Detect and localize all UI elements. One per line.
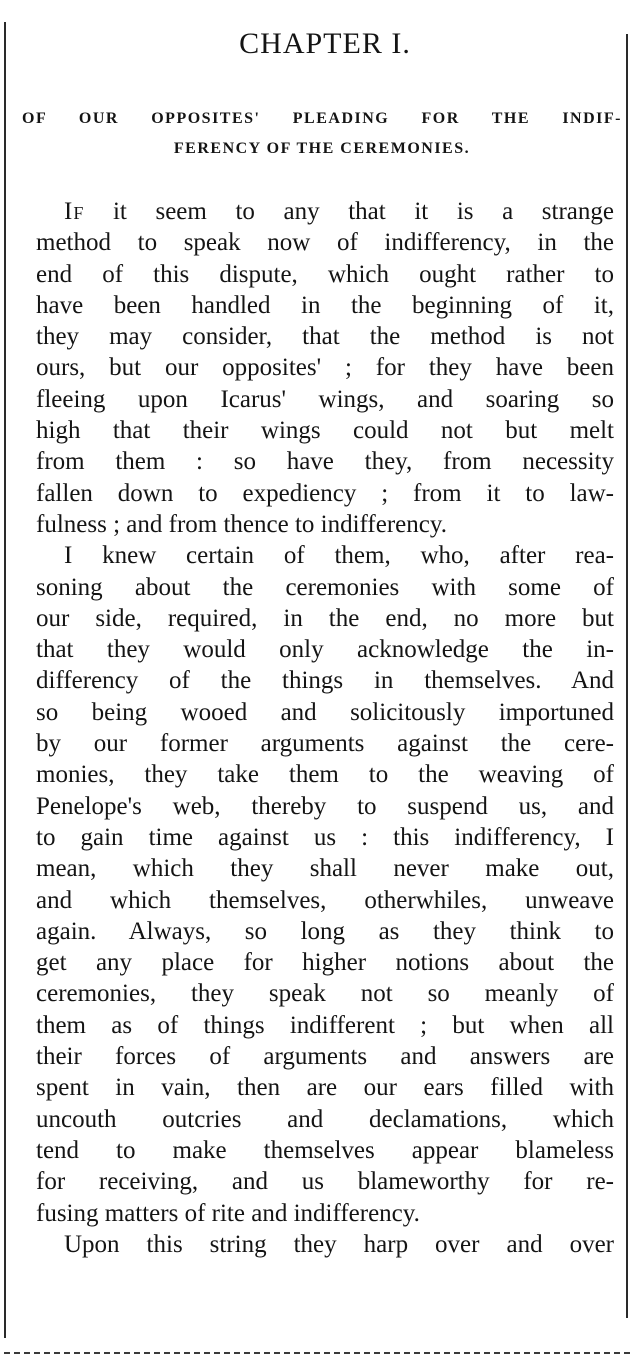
text-line: differency of the things in themselves. And <box>36 667 614 695</box>
text-line: fusing matters of rite and indifferency. <box>36 1199 420 1227</box>
paragraph-3 <box>36 1229 614 1260</box>
text-line: high that their wings could not but melt <box>36 417 614 445</box>
text-line: from them : so have they, from necessity <box>36 448 614 476</box>
text-line: uncouth outcries and declamations, which <box>36 1105 614 1133</box>
text-line: fallen down to expediency ; from it to law- <box>36 479 614 507</box>
bottom-border-rule <box>4 1352 630 1354</box>
text-line: mean, which they shall never make out, <box>36 855 614 883</box>
text-line: tend to make themselves appear blameless <box>36 1136 614 1164</box>
text-line: ceremonies, they speak not so meanly of <box>36 980 614 1008</box>
left-border-rule <box>4 22 6 1338</box>
text-line: Upon this string they harp over and over <box>64 1230 614 1258</box>
text-line: they may consider, that the method is not <box>36 323 614 351</box>
text-line: Penelope's web, thereby to suspend us, and <box>36 792 614 820</box>
text-line: their forces of arguments and answers are <box>36 1043 614 1071</box>
subtitle-line: FERENCY OF THE CEREMONIES. <box>173 140 471 157</box>
text-line: again. Always, so long as they think to <box>36 917 614 945</box>
text-line: monies, they take them to the weaving of <box>36 761 614 789</box>
text-line-rest: it seem to any that it is a strange <box>112 198 615 225</box>
text-line: fulness ; and from thence to indifferency. <box>36 510 447 538</box>
text-line: have been handled in the beginning of it, <box>36 291 614 319</box>
text-line: so being wooed and solicitously importuned <box>36 698 614 726</box>
text-line: method to speak now of indifferency, in the <box>36 229 614 257</box>
subtitle-line: OF OUR OPPOSITES' PLEADING FOR THE INDIF- <box>22 110 622 127</box>
text-line: ours, but our opposites' ; for they have been <box>36 354 614 382</box>
text-line: by our former arguments against the cere- <box>36 730 614 758</box>
right-border-rule <box>626 34 628 1318</box>
text-line: to gain time against us : this indifferency, I <box>36 823 614 851</box>
text-line: spent in vain, then are our ears filled with <box>36 1074 614 1102</box>
text-line: our side, required, in the end, no more but <box>36 604 614 632</box>
body-text <box>36 196 614 1260</box>
text-line: and which themselves, otherwhiles, unweave <box>36 886 614 914</box>
text-line: soning about the ceremonies with some of <box>36 573 614 601</box>
text-line: get any place for higher notions about the <box>36 949 614 977</box>
text-line: I knew certain of them, who, after rea- <box>64 542 614 570</box>
text-line: for receiving, and us blameworthy for re- <box>36 1168 614 1196</box>
chapter-subtitle <box>22 104 622 164</box>
dropcap-word: If <box>64 198 85 225</box>
text-line: that they would only acknowledge the in- <box>36 636 614 664</box>
text-line: end of this dispute, which ought rather to <box>36 260 614 288</box>
chapter-title: CHAPTER I. <box>239 27 411 60</box>
paragraph-2 <box>36 540 614 1229</box>
text-line: them as of things indifferent ; but when all <box>36 1011 614 1039</box>
text-line <box>36 196 614 227</box>
text-line: fleeing upon Icarus' wings, and soaring so <box>36 385 614 413</box>
paragraph-1 <box>36 196 614 540</box>
